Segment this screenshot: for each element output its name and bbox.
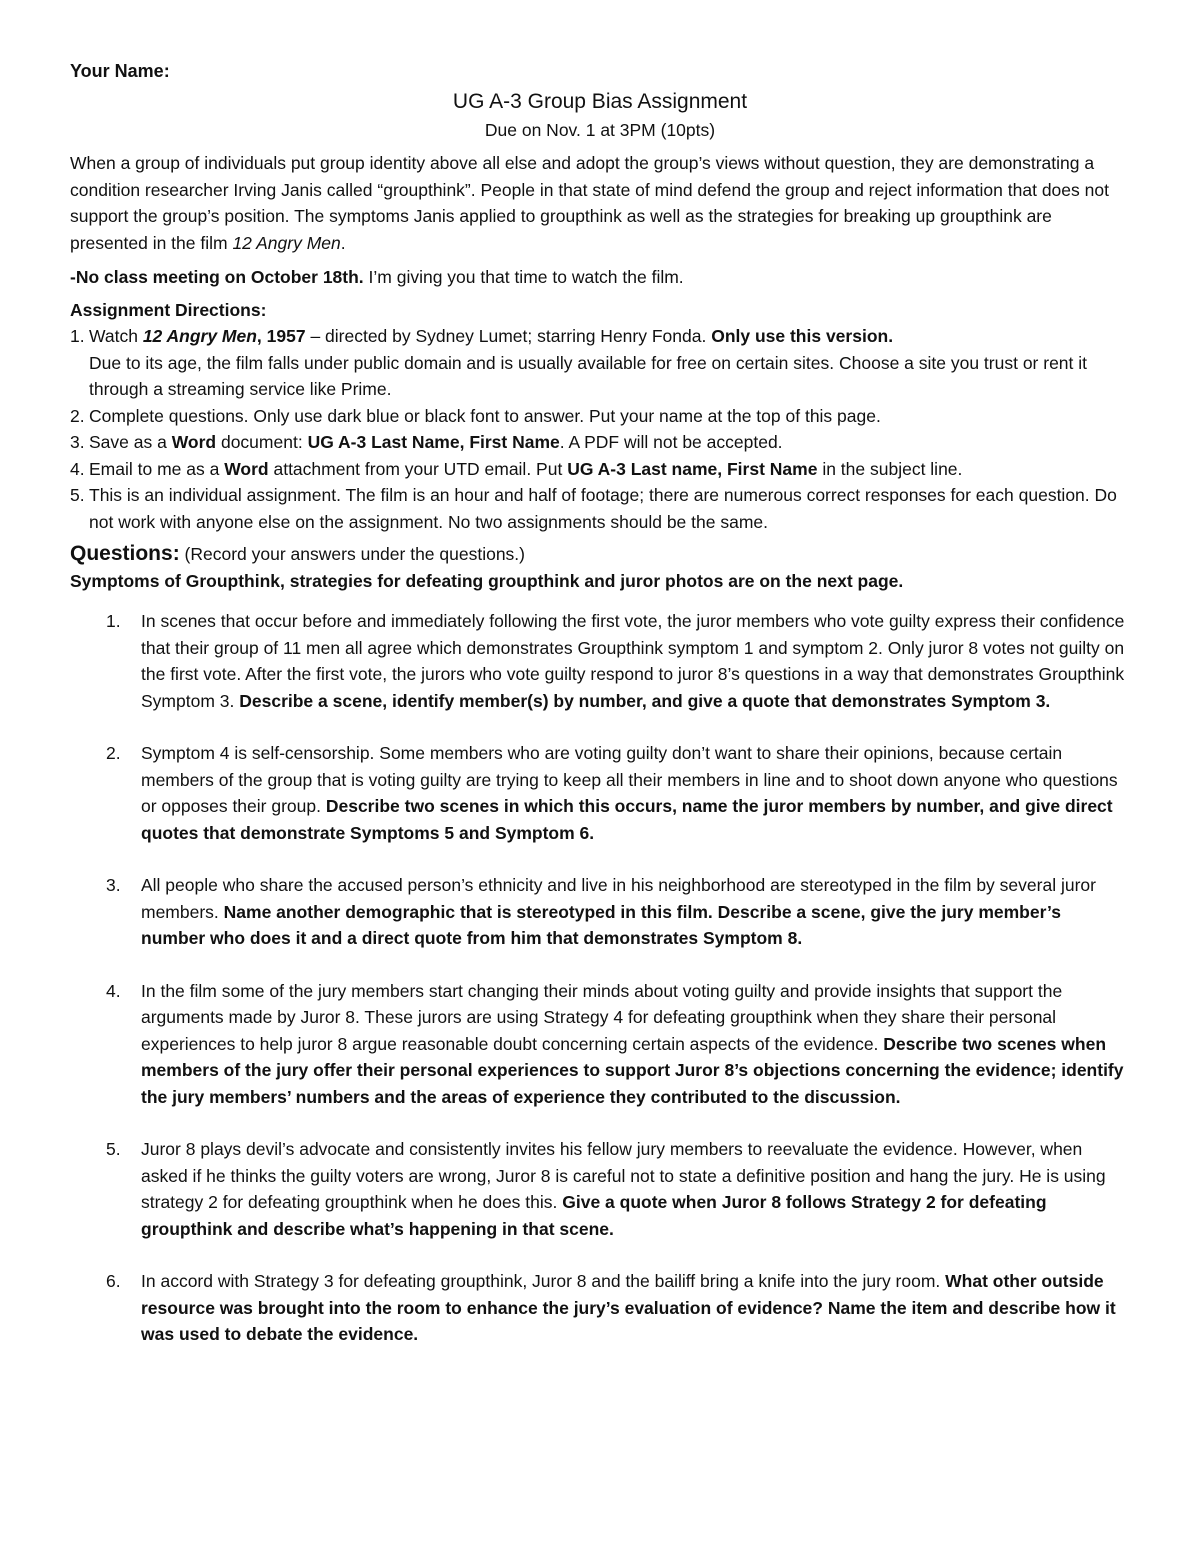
question-prompt: Describe two scenes in which this occurs, name the juror members by number, and give direct quotes that demonstrate Symptoms 5 and Symptom 6. — [141, 796, 1113, 843]
page-title: UG A-3 Group Bias Assignment — [452, 89, 748, 113]
no-class-notice — [70, 264, 1130, 291]
direction-text: document: — [216, 432, 308, 452]
question-prompt: Give a quote when Juror 8 follows Strategy 2 for defeating groupthink and describe what’s happening in that scene. — [141, 1192, 1047, 1239]
question-number: 2. — [106, 743, 121, 763]
direction-text: Save as a — [89, 432, 172, 452]
direction-number: 4. — [70, 458, 85, 479]
direction-text: Email to me as a — [89, 458, 225, 479]
direction-text: This is an individual assignment. The film is an hour and half of footage; there are numerous correct responses for each question. Do not work with anyone else on the assignment. No two assignments should be the same. — [89, 485, 1117, 532]
question-text: In the film some of the jury members start changing their minds about voting guilty and provide insights that support the arguments made by Juror 8. These jurors are using Strategy 4 for defeating groupthink when they share their personal experiences to help juror 8 argue reasonable doubt concerning certain aspects of the evidence. — [141, 980, 1063, 1054]
question-text: All people who share the accused person’s ethnicity and live in his neighborhood are stereotyped in the film by several juror members. — [141, 875, 1096, 922]
questions-title: Questions — [70, 542, 173, 565]
direction-item-3 — [70, 429, 1130, 456]
question-prompt: Describe two scenes when members of the jury offer their personal experiences to support Juror 8’s objections concerning the evidence; identify the jury members’ numbers and the areas of experience they contributed to the discussion. — [141, 1033, 1124, 1107]
document-page — [70, 58, 1130, 1374]
question-item-3 — [70, 872, 1130, 952]
no-class-bold: -No class meeting on October 18th. — [70, 267, 364, 287]
direction-number: 1. — [70, 326, 85, 346]
questions-heading — [70, 541, 1130, 568]
question-number: 6. — [106, 1271, 121, 1291]
direction-number: 2. — [70, 405, 85, 426]
due-date: Due on Nov. 1 at 3PM (10pts) — [484, 119, 716, 140]
question-item-2 — [70, 740, 1130, 846]
question-prompt: What other outside resource was brought into the room to enhance the jury’s evaluation of evidence? Name the item and describe how it was used to debate the evidence. — [141, 1271, 1116, 1344]
direction-item-1 — [70, 323, 1130, 403]
intro-end: . — [340, 232, 346, 253]
direction-text: attachment from your UTD email. Put — [268, 458, 568, 479]
direction-number: 5. — [70, 485, 85, 505]
question-number: 5. — [106, 1139, 121, 1159]
direction-bold: Word — [171, 432, 217, 452]
question-number: 1. — [106, 611, 121, 631]
direction-bold: UG A-3 Last Name, First Name — [307, 432, 560, 452]
direction-item-2 — [70, 403, 1130, 430]
question-item-6 — [70, 1268, 1130, 1348]
direction-bold: UG A-3 Last name, First Name — [567, 458, 818, 479]
film-title: 12 Angry Men — [142, 326, 257, 346]
question-text: In scenes that occur before and immediately following the first vote, the juror members who vote guilty express their confidence that their group of 11 men all agree which demonstrates Groupthink symptom 1 and symptom 2. Only juror 8 votes not guilty on the first vote. After the first vote, the jurors who vote guilty respond to juror 8’s questions in a way that demonstrates Groupthink Symptom 3. — [141, 611, 1125, 711]
intro-film-title: 12 Angry Men — [232, 232, 341, 253]
direction-text: Due to its age, the film falls under public domain and is usually available for free on certain sites. Choose a site you trust or rent it through a streaming service like Prime. — [89, 352, 1088, 399]
question-prompt: Name another demographic that is stereotyped in this film. Describe a scene, give the jury member’s number who does it and a direct quote from him that demonstrates Symptom 8. — [141, 901, 1061, 948]
direction-text: Complete questions. Only use dark blue or black font to answer. Put your name at the top of this page. — [89, 405, 881, 426]
direction-number: 3. — [70, 432, 85, 452]
intro-paragraph — [70, 150, 1130, 256]
intro-text: When a group of individuals put group identity above all else and adopt the group’s views without question, they are demonstrating a condition researcher Irving Janis called “groupthink”. People in that state of mind defend the group and reject information that does not support the group’s position. The symptoms Janis applied to groupthink as well as the strategies for breaking up groupthink are presented in the film — [70, 153, 1109, 253]
question-item-1 — [70, 608, 1130, 714]
direction-bold: Only use this version. — [711, 326, 894, 346]
question-item-5 — [70, 1136, 1130, 1242]
direction-item-4 — [70, 456, 1130, 483]
directions-heading: Assignment Directions: — [70, 299, 267, 320]
question-number: 3. — [106, 875, 121, 895]
direction-bold: Word — [224, 458, 269, 479]
questions-note: (Record your answers under the questions.) — [179, 544, 525, 564]
no-class-rest: I’m giving you that time to watch the film. — [363, 267, 684, 287]
direction-item-5 — [70, 482, 1130, 535]
your-name-label: Your Name: — [70, 61, 170, 81]
question-number: 4. — [106, 980, 121, 1001]
direction-text: . A PDF will not be accepted. — [559, 432, 783, 452]
direction-text: – directed by Sydney Lumet; starring Henry Fonda. — [305, 326, 712, 346]
question-text: In accord with Strategy 3 for defeating groupthink, Juror 8 and the bailiff bring a knife into the jury room. — [141, 1271, 946, 1291]
question-prompt: Describe a scene, identify member(s) by number, and give a quote that demonstrates Symptom 3. — [239, 690, 1051, 711]
symptoms-note: Symptoms of Groupthink, strategies for defeating groupthink and juror photos are on the next page. — [70, 570, 904, 591]
questions-colon: : — [172, 542, 180, 565]
direction-text: in the subject line. — [817, 458, 963, 479]
film-year: , 1957 — [256, 326, 306, 346]
question-text: Juror 8 plays devil’s advocate and consistently invites his fellow jury members to reevaluate the evidence. However, when asked if he thinks the guilty voters are wrong, Juror 8 is careful not to state a definitive position and hang the jury. He is using strategy 2 for defeating groupthink when he does this. — [141, 1139, 1106, 1212]
direction-text: Watch — [89, 326, 143, 346]
question-item-4 — [70, 978, 1130, 1111]
question-text: Symptom 4 is self-censorship. Some members who are voting guilty don’t want to share their opinions, because certain members of the group that is voting guilty are trying to keep all their members in line and to shoot down anyone who questions or opposes their group. — [141, 743, 1118, 816]
